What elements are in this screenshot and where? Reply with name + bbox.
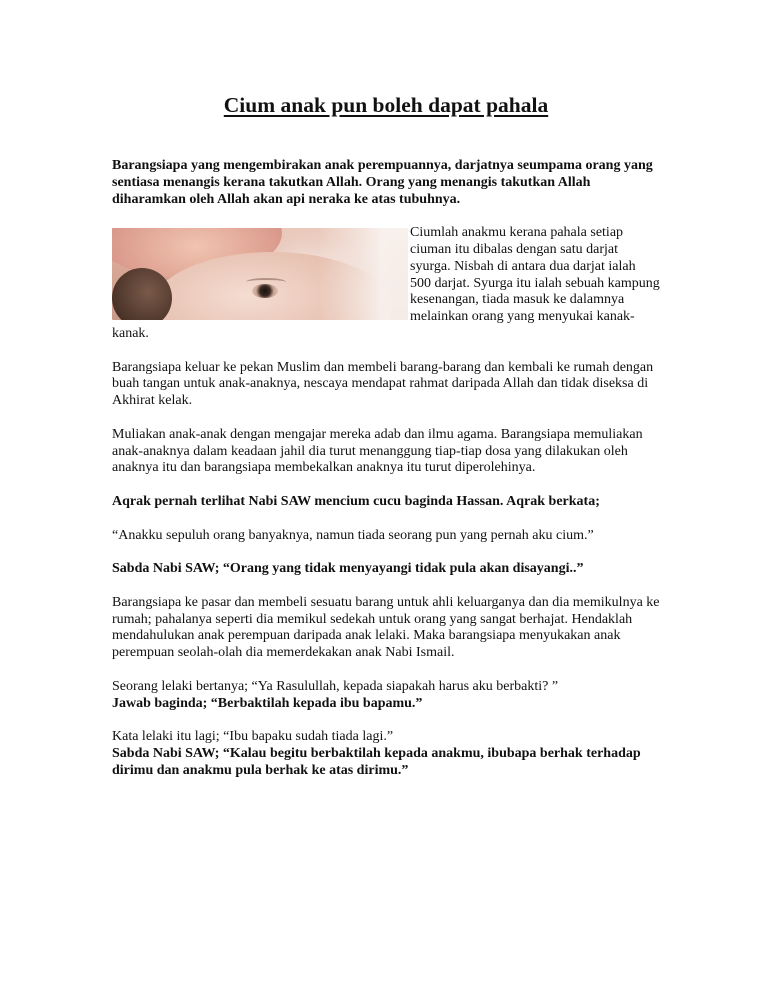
document-page [112,0,660,796]
aqrak-paragraph: Aqrak pernah terlihat Nabi SAW mencium cucu baginda Hassan. Aqrak berkata; [112,493,600,509]
photo-section [112,225,660,359]
question-block [112,679,660,713]
man-question: Seorang lelaki bertanya; “Ya Rasulullah, kepada siapakah harus aku berbakti? ” [112,678,559,694]
sabda-paragraph-1: Sabda Nabi SAW; “Orang yang tidak menyayangi tidak pula akan disayangi..” [112,561,584,577]
photo-paragraph: Ciumlah anakmu kerana pahala setiap ciuman itu dibalas dengan satu darjat syurga. Nisbah di antara dua darjat ialah 500 darjat. Syurga itu ialah sebuah kampung kesenangan, tiada masuk ke dalamnya melainkan orang yang menyukai kanak-kanak. [112,225,660,341]
intro-paragraph: Barangsiapa yang mengembirakan anak perempuannya, darjatnya seumpama orang yang sentiasa menangis kerana takutkan Allah. Orang yang menangis takutkan Allah diharamkan oleh Allah akan api neraka ke atas tubuhnya. [112,158,653,207]
aqrak-quote: “Anakku sepuluh orang banyaknya, namun tiada seorang pun yang pernah aku cium.” [112,527,594,543]
sabda-paragraph-2: Sabda Nabi SAW; “Kalau begitu berbaktilah kepada anakmu, ibubapa berhak terhadap dirimu dan anakmu pula berhak ke atas dirimu.” [112,745,641,778]
mother-kissing-baby-photo-icon [112,228,408,320]
man-again: Kata lelaki itu lagi; “Ibu bapaku sudah tiada lagi.” [112,729,394,745]
page-title: Cium anak pun boleh dapat pahala [223,93,549,117]
pasar-paragraph: Barangsiapa ke pasar dan membeli sesuatu barang untuk ahli keluarganya dan dia memikulnya ke rumah; pahalanya seperti dia memikul sedekah untuk orang yang sangat berhajat. Hendaklah mendahulukan anak perempuan daripada anak lelaki. Maka barangsiapa menyukakan anak perempuan seolah-olah dia memerdekakan anak Nabi Ismail. [112,594,660,661]
honor-paragraph: Muliakan anak-anak dengan mengajar mereka adab dan ilmu agama. Barangsiapa memuliakan anak-anaknya dalam keadaan jahil dia turut menanggung tiap-tiap dosa yang dilakukan oleh anaknya itu dan barangsiapa membekalkan anaknya itu turut diperolehinya. [112,426,643,476]
market-paragraph: Barangsiapa keluar ke pekan Muslim dan membeli barang-barang dan kembali ke rumah dengan buah tangan untuk anak-anaknya, nescaya mendapat rahmat daripada Allah dan tidak diseksa di Akhirat kelak. [112,359,654,409]
answer-line: Jawab baginda; “Berbaktilah kepada ibu bapamu.” [112,695,423,711]
followup-block [112,729,660,779]
